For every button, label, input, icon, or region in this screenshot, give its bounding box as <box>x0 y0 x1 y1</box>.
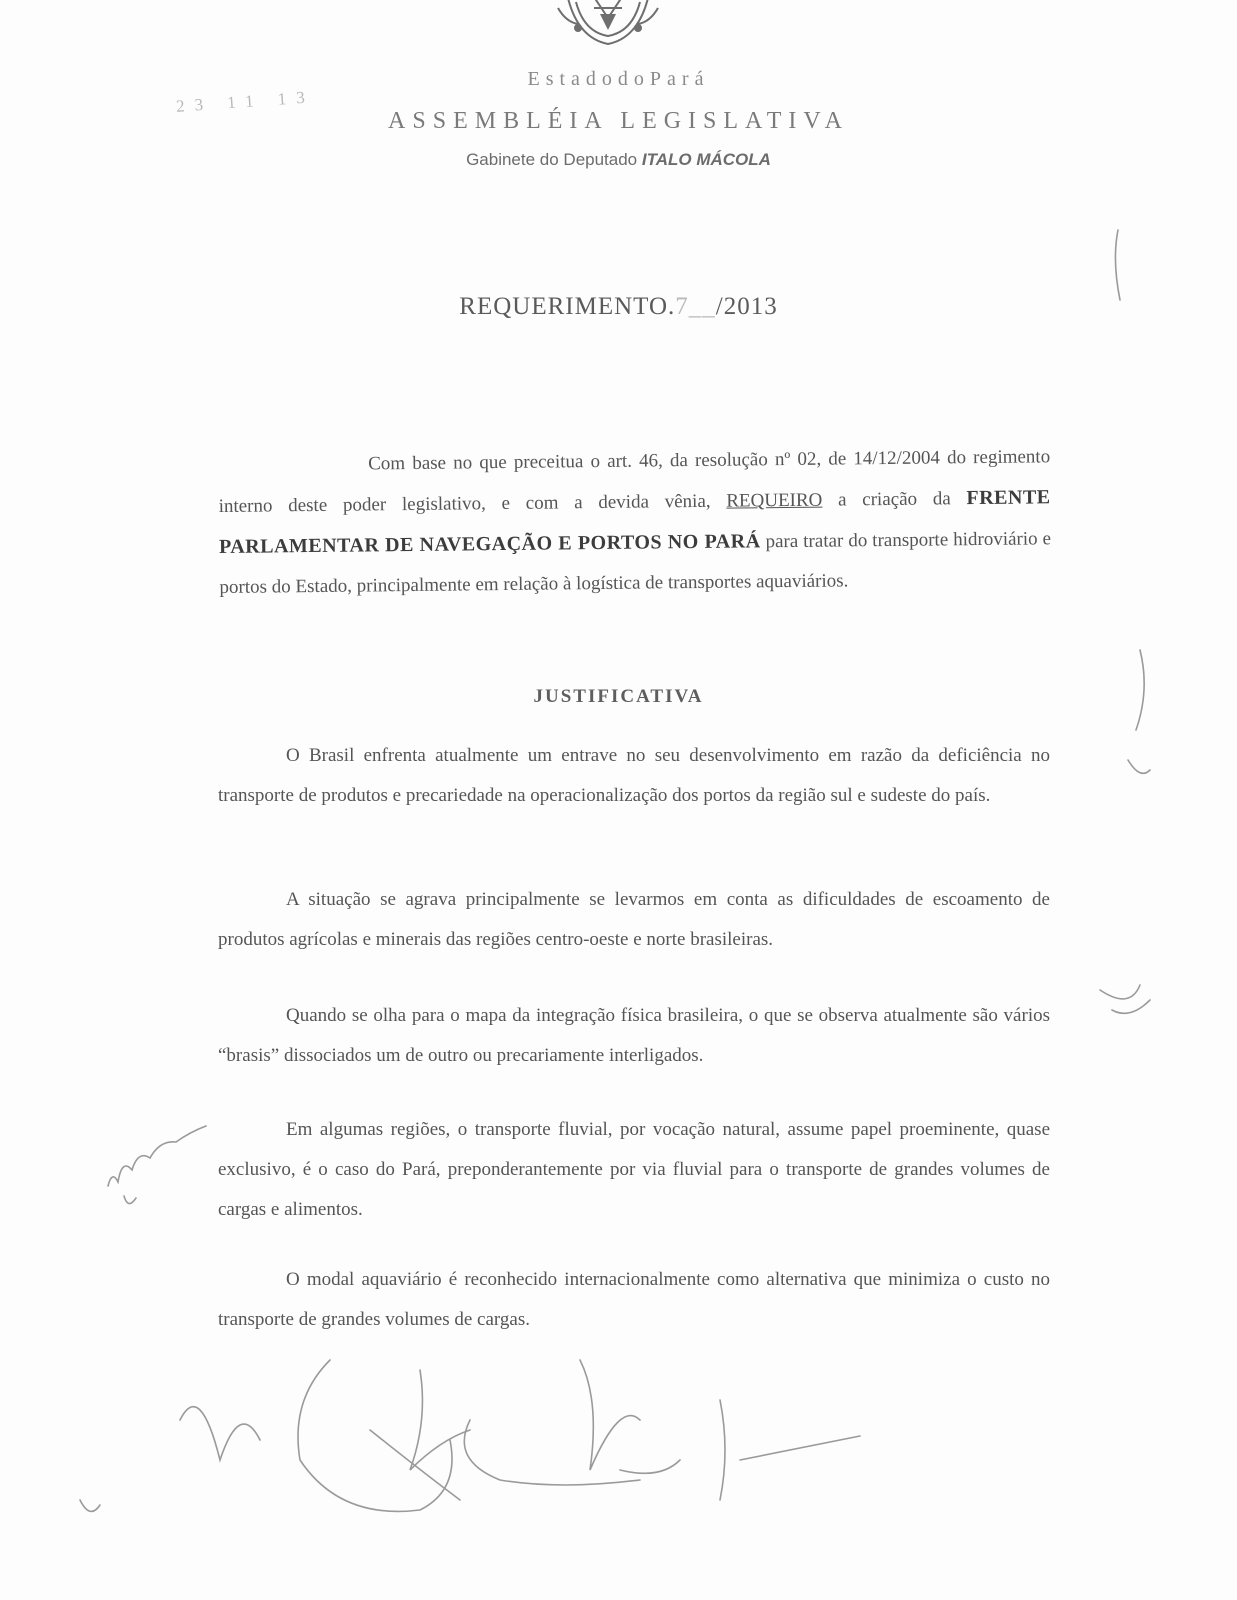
justification-paragraph: O modal aquaviário é reconhecido internacionalmente como alternativa que minimiza o custo no transporte de grandes volumes de cargas. <box>218 1269 1050 1330</box>
assembly-name: ASSEMBLÉIA LEGISLATIVA <box>388 108 849 134</box>
justification-paragraph: O Brasil enfrenta atualmente um entrave no seu desenvolvimento em razão da deficiência no transporte de produtos e precariedade na operacionalização dos portos da região sul e sudeste do país. <box>218 745 1050 806</box>
office-prefix: Gabinete do Deputado <box>466 150 642 169</box>
justification-paragraph: A situação se agrava principalmente se levarmos em conta as dificuldades de escoamento de produtos agrícolas e minerais das regiões centro-oeste e norte brasileiras. <box>218 889 1050 950</box>
request-text-part3: para tratar do transporte hidroviário e portos do Estado, principalmente em relação à logística de transportes aquaviários. <box>219 528 1052 598</box>
title-prefix: REQUERIMENTO. <box>459 293 676 320</box>
title-year: /2013 <box>715 293 778 320</box>
front-name-highlight: FRENTE PARLAMENTAR DE NAVEGAÇÃO E PORTOS NO PARÁ <box>218 486 1051 558</box>
margin-stamp-number: 23 11 13 <box>175 87 316 116</box>
request-text-part1: Com base no que preceitua o art. 46, da resolução nº 02, de 14/12/2004 do regimento interno deste poder legislativo, e com a devida vênia, <box>218 446 1051 517</box>
deputy-name: ITALO MÁCOLA <box>641 150 771 169</box>
justification-heading: JUSTIFICATIVA <box>533 686 704 707</box>
request-text-part2: a criação da <box>822 488 967 511</box>
request-keyword: REQUEIRO <box>726 489 823 512</box>
title-number: 7__ <box>675 293 716 320</box>
justification-paragraph: Quando se olha para o mapa da integração física brasileira, o que se observa atualmente são vários “brasis” dissociados um de outro ou precariamente interligados. <box>218 1005 1050 1066</box>
justification-paragraph: Em algumas regiões, o transporte fluvial, por vocação natural, assume papel proeminente, quase exclusivo, é o caso do Pará, preponderantemente por via fluvial para o transporte de grandes volumes de cargas e alimentos. <box>218 1119 1050 1220</box>
state-name: EstadodoPará <box>527 68 710 90</box>
